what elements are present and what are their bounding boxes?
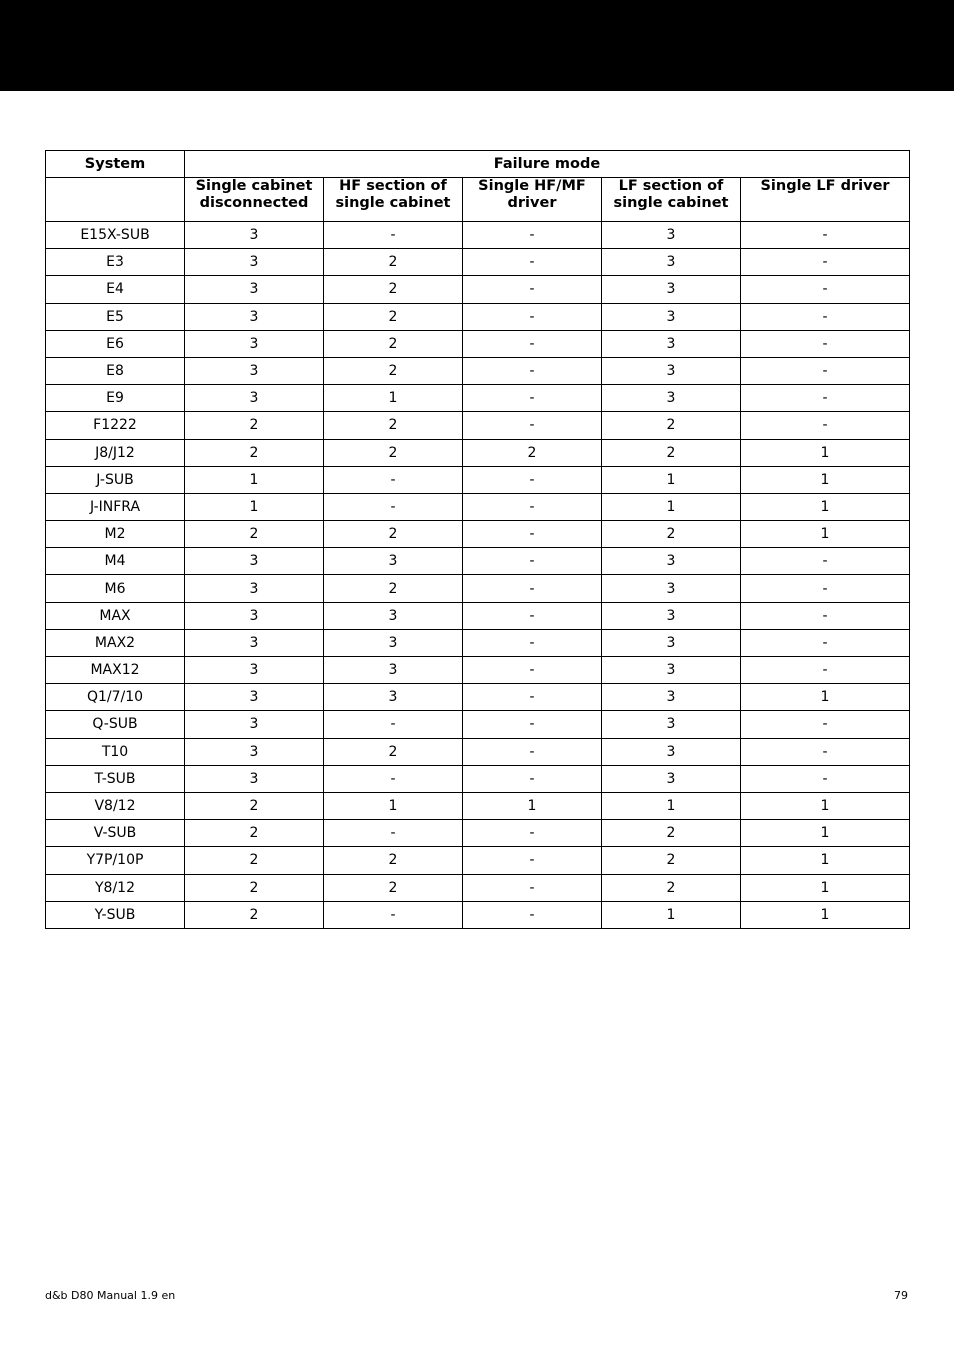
value-cell: - <box>463 657 602 684</box>
value-cell: - <box>741 548 910 575</box>
system-name-cell: J-INFRA <box>46 493 185 520</box>
system-name-cell: J-SUB <box>46 466 185 493</box>
subheader-lf-section: LF section of single cabinet <box>602 178 741 222</box>
value-cell: 2 <box>324 439 463 466</box>
value-cell: 1 <box>324 792 463 819</box>
value-cell: - <box>463 521 602 548</box>
value-cell: 2 <box>324 303 463 330</box>
value-cell: - <box>324 222 463 249</box>
value-cell: 3 <box>185 357 324 384</box>
value-cell: - <box>463 548 602 575</box>
table-row <box>46 385 910 412</box>
header-bar <box>0 0 954 91</box>
value-cell: - <box>463 385 602 412</box>
value-cell: 1 <box>741 847 910 874</box>
table-row <box>46 738 910 765</box>
system-name-cell: Y-SUB <box>46 901 185 928</box>
value-cell: 3 <box>185 276 324 303</box>
subheader-hf-mf-driver: Single HF/MF driver <box>463 178 602 222</box>
system-name-cell: V-SUB <box>46 820 185 847</box>
value-cell: 3 <box>324 602 463 629</box>
system-name-cell: E6 <box>46 330 185 357</box>
value-cell: - <box>741 711 910 738</box>
system-name-cell: E9 <box>46 385 185 412</box>
value-cell: 2 <box>602 439 741 466</box>
value-cell: 3 <box>602 602 741 629</box>
value-cell: - <box>463 412 602 439</box>
value-cell: - <box>463 303 602 330</box>
value-cell: 3 <box>602 330 741 357</box>
value-cell: 1 <box>324 385 463 412</box>
value-cell: 3 <box>602 765 741 792</box>
value-cell: - <box>463 357 602 384</box>
value-cell: 3 <box>185 548 324 575</box>
value-cell: 1 <box>741 466 910 493</box>
value-cell: 3 <box>602 575 741 602</box>
value-cell: - <box>463 466 602 493</box>
value-cell: 2 <box>185 820 324 847</box>
table-row <box>46 276 910 303</box>
system-name-cell: Y7P/10P <box>46 847 185 874</box>
value-cell: 2 <box>185 874 324 901</box>
value-cell: - <box>741 385 910 412</box>
value-cell: 3 <box>602 249 741 276</box>
value-cell: 3 <box>602 738 741 765</box>
table-row <box>46 711 910 738</box>
value-cell: 2 <box>463 439 602 466</box>
value-cell: 1 <box>602 792 741 819</box>
value-cell: 3 <box>602 357 741 384</box>
value-cell: 2 <box>602 521 741 548</box>
value-cell: - <box>463 820 602 847</box>
value-cell: 1 <box>185 466 324 493</box>
value-cell: - <box>463 249 602 276</box>
table-row <box>46 657 910 684</box>
value-cell: 1 <box>602 466 741 493</box>
system-name-cell: V8/12 <box>46 792 185 819</box>
value-cell: 2 <box>324 276 463 303</box>
value-cell: 1 <box>185 493 324 520</box>
subheader-single-cabinet: Single cabinet disconnected <box>185 178 324 222</box>
table-row <box>46 629 910 656</box>
system-name-cell: T10 <box>46 738 185 765</box>
table-row <box>46 303 910 330</box>
value-cell: 1 <box>741 493 910 520</box>
value-cell: - <box>463 765 602 792</box>
value-cell: - <box>324 901 463 928</box>
table-row <box>46 521 910 548</box>
value-cell: 2 <box>185 847 324 874</box>
value-cell: - <box>463 629 602 656</box>
value-cell: 3 <box>185 575 324 602</box>
value-cell: - <box>741 738 910 765</box>
value-cell: 2 <box>602 412 741 439</box>
value-cell: - <box>463 222 602 249</box>
value-cell: 1 <box>602 493 741 520</box>
table-row <box>46 249 910 276</box>
value-cell: 3 <box>185 303 324 330</box>
table-row <box>46 466 910 493</box>
value-cell: - <box>324 765 463 792</box>
value-cell: 3 <box>324 629 463 656</box>
value-cell: - <box>463 684 602 711</box>
value-cell: 3 <box>602 303 741 330</box>
table-row <box>46 602 910 629</box>
table-header-row <box>46 151 910 178</box>
value-cell: 2 <box>324 249 463 276</box>
table-row <box>46 357 910 384</box>
value-cell: - <box>741 765 910 792</box>
value-cell: 2 <box>324 357 463 384</box>
system-name-cell: F1222 <box>46 412 185 439</box>
value-cell: 2 <box>324 330 463 357</box>
value-cell: 1 <box>741 901 910 928</box>
value-cell: - <box>741 657 910 684</box>
table-row <box>46 493 910 520</box>
value-cell: 3 <box>185 684 324 711</box>
value-cell: - <box>463 901 602 928</box>
value-cell: 3 <box>185 330 324 357</box>
footer-doc-title: d&b D80 Manual 1.9 en <box>45 1289 176 1302</box>
system-name-cell: Q-SUB <box>46 711 185 738</box>
value-cell: - <box>463 711 602 738</box>
value-cell: 1 <box>602 901 741 928</box>
value-cell: - <box>741 276 910 303</box>
value-cell: - <box>741 303 910 330</box>
value-cell: 3 <box>324 684 463 711</box>
table-row <box>46 792 910 819</box>
value-cell: 2 <box>602 874 741 901</box>
table-body <box>46 222 910 929</box>
value-cell: 3 <box>185 657 324 684</box>
value-cell: - <box>324 493 463 520</box>
value-cell: 2 <box>324 738 463 765</box>
system-name-cell: E4 <box>46 276 185 303</box>
system-name-cell: E5 <box>46 303 185 330</box>
system-name-cell: MAX12 <box>46 657 185 684</box>
footer-page-number: 79 <box>894 1289 908 1302</box>
value-cell: 2 <box>185 521 324 548</box>
value-cell: - <box>463 847 602 874</box>
value-cell: - <box>463 493 602 520</box>
table-row <box>46 222 910 249</box>
value-cell: - <box>741 249 910 276</box>
table-row <box>46 684 910 711</box>
value-cell: 1 <box>463 792 602 819</box>
table-row <box>46 439 910 466</box>
table-row <box>46 575 910 602</box>
value-cell: - <box>463 874 602 901</box>
value-cell: 2 <box>324 521 463 548</box>
value-cell: - <box>741 222 910 249</box>
system-subheader-empty <box>46 178 185 222</box>
value-cell: 2 <box>324 575 463 602</box>
value-cell: 3 <box>602 711 741 738</box>
value-cell: - <box>463 276 602 303</box>
value-cell: 3 <box>602 276 741 303</box>
value-cell: - <box>741 412 910 439</box>
value-cell: 3 <box>185 222 324 249</box>
value-cell: 3 <box>602 222 741 249</box>
system-name-cell: E15X-SUB <box>46 222 185 249</box>
value-cell: 2 <box>324 412 463 439</box>
system-name-cell: M6 <box>46 575 185 602</box>
value-cell: 3 <box>602 385 741 412</box>
value-cell: 1 <box>741 792 910 819</box>
value-cell: 3 <box>324 548 463 575</box>
value-cell: 2 <box>185 792 324 819</box>
system-name-cell: J8/J12 <box>46 439 185 466</box>
value-cell: 2 <box>602 820 741 847</box>
table-row <box>46 412 910 439</box>
system-name-cell: MAX2 <box>46 629 185 656</box>
value-cell: 2 <box>324 874 463 901</box>
value-cell: 2 <box>185 439 324 466</box>
value-cell: 3 <box>185 629 324 656</box>
table-row <box>46 765 910 792</box>
subheader-lf-driver: Single LF driver <box>741 178 910 222</box>
system-name-cell: Q1/7/10 <box>46 684 185 711</box>
value-cell: 2 <box>185 901 324 928</box>
system-column-header: System <box>46 151 185 178</box>
value-cell: - <box>324 466 463 493</box>
value-cell: 3 <box>185 602 324 629</box>
value-cell: - <box>463 575 602 602</box>
value-cell: 3 <box>602 548 741 575</box>
value-cell: 2 <box>185 412 324 439</box>
system-name-cell: T-SUB <box>46 765 185 792</box>
value-cell: 3 <box>185 385 324 412</box>
value-cell: - <box>463 330 602 357</box>
value-cell: - <box>741 357 910 384</box>
value-cell: 2 <box>324 847 463 874</box>
table-row <box>46 330 910 357</box>
table-row <box>46 820 910 847</box>
value-cell: - <box>741 575 910 602</box>
value-cell: 2 <box>602 847 741 874</box>
value-cell: - <box>324 711 463 738</box>
failure-mode-table <box>45 150 910 929</box>
value-cell: - <box>741 602 910 629</box>
value-cell: 1 <box>741 820 910 847</box>
system-name-cell: E8 <box>46 357 185 384</box>
value-cell: 3 <box>602 629 741 656</box>
value-cell: 1 <box>741 874 910 901</box>
table-subheader-row <box>46 178 910 222</box>
value-cell: 3 <box>185 249 324 276</box>
system-name-cell: MAX <box>46 602 185 629</box>
value-cell: 3 <box>602 684 741 711</box>
value-cell: 3 <box>185 711 324 738</box>
value-cell: - <box>741 330 910 357</box>
value-cell: - <box>463 602 602 629</box>
value-cell: 3 <box>602 657 741 684</box>
value-cell: 3 <box>185 738 324 765</box>
system-name-cell: M2 <box>46 521 185 548</box>
system-name-cell: E3 <box>46 249 185 276</box>
failure-mode-header: Failure mode <box>185 151 910 178</box>
table-row <box>46 901 910 928</box>
value-cell: 3 <box>185 765 324 792</box>
table-row <box>46 847 910 874</box>
value-cell: 3 <box>324 657 463 684</box>
value-cell: - <box>463 738 602 765</box>
value-cell: 1 <box>741 684 910 711</box>
system-name-cell: M4 <box>46 548 185 575</box>
subheader-hf-section: HF section of single cabinet <box>324 178 463 222</box>
table-row <box>46 874 910 901</box>
value-cell: 1 <box>741 521 910 548</box>
system-name-cell: Y8/12 <box>46 874 185 901</box>
table-row <box>46 548 910 575</box>
value-cell: - <box>741 629 910 656</box>
value-cell: 1 <box>741 439 910 466</box>
value-cell: - <box>324 820 463 847</box>
